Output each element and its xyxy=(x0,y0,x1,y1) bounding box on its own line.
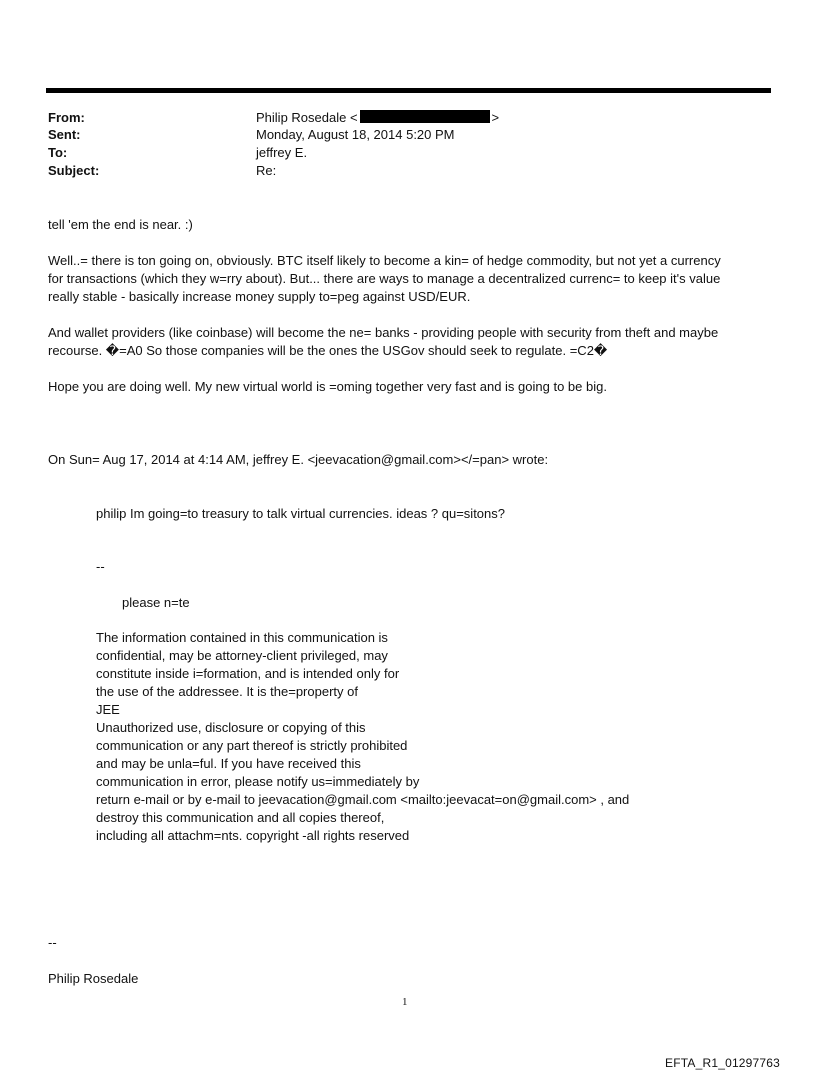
top-rule xyxy=(46,88,771,93)
disclaimer-line: constitute inside i=formation, and is intended only for xyxy=(96,666,400,681)
disclaimer-line: including all attachm=nts. copyright -all rights reserved xyxy=(96,828,410,843)
header-to-row xyxy=(48,145,748,163)
disclaimer-line: Unauthorized use, disclosure or copying of this xyxy=(96,720,366,735)
disclaimer-line: destroy this communication and all copies thereof, xyxy=(96,810,385,825)
disclaimer-line: communication or any part thereof is strictly prohibited xyxy=(96,738,408,753)
from-label: From: xyxy=(48,110,85,125)
body-para-3-line-2: recourse. �=A0 So those companies will be the ones the USGov should seek to regulate. =C2� xyxy=(48,343,608,358)
disclaimer-line: return e-mail or by e-mail to jeevacation@gmail.com <mailto:jeevacat=on@gmail.com> , and xyxy=(96,792,630,807)
subject-label: Subject: xyxy=(48,163,100,178)
quote-line: philip Im going=to treasury to talk virtual currencies. ideas ? qu=sitons? xyxy=(96,506,505,521)
signature-dash: -- xyxy=(48,935,57,950)
header-from-row xyxy=(48,110,748,128)
body-para-2-line-2: for transactions (which they w=rry about). But... there are ways to manage a decentralized currenc= to keep it's value xyxy=(48,271,721,286)
disclaimer-line: communication in error, please notify us=immediately by xyxy=(96,774,420,789)
quote-dash: -- xyxy=(96,559,105,574)
disclaimer-line: the use of the addressee. It is the=property of xyxy=(96,684,358,699)
body-para-2-line-3: really stable - basically increase money supply to=peg against USD/EUR. xyxy=(48,289,471,304)
body-para-4: Hope you are doing well. My new virtual world is =oming together very fast and is going to be big. xyxy=(48,379,607,394)
redacted-email xyxy=(360,110,490,123)
from-value: Philip Rosedale < > xyxy=(256,110,500,125)
quote-header: On Sun= Aug 17, 2014 at 4:14 AM, jeffrey E. <jeevacation@gmail.com></=pan> wrote: xyxy=(48,452,549,467)
sent-value: Monday, August 18, 2014 5:20 PM xyxy=(256,127,455,142)
to-value: jeffrey E. xyxy=(256,145,308,160)
body-para-3-line-1: And wallet providers (like coinbase) will become the ne= banks - providing people with security from theft and maybe xyxy=(48,325,719,340)
sent-label: Sent: xyxy=(48,127,81,142)
please-note: please n=te xyxy=(122,595,190,610)
page-number: 1 xyxy=(402,996,408,1008)
document-id: EFTA_R1_01297763 xyxy=(665,1056,781,1070)
signature-name: Philip Rosedale xyxy=(48,971,139,986)
to-label: To: xyxy=(48,145,68,160)
subject-value: Re: xyxy=(256,163,277,178)
body-line-1: tell 'em the end is near. :) xyxy=(48,217,193,232)
body-para-2-line-1: Well..= there is ton going on, obviously. BTC itself likely to become a kin= of hedge commodity, but not yet a currency xyxy=(48,253,721,268)
header-sent-row xyxy=(48,127,748,145)
disclaimer-line: The information contained in this communication is xyxy=(96,630,388,645)
disclaimer-line: confidential, may be attorney-client privileged, may xyxy=(96,648,388,663)
disclaimer-line: JEE xyxy=(96,702,120,717)
disclaimer-line: and may be unla=ful. If you have received this xyxy=(96,756,361,771)
header-subject-row xyxy=(48,163,748,181)
